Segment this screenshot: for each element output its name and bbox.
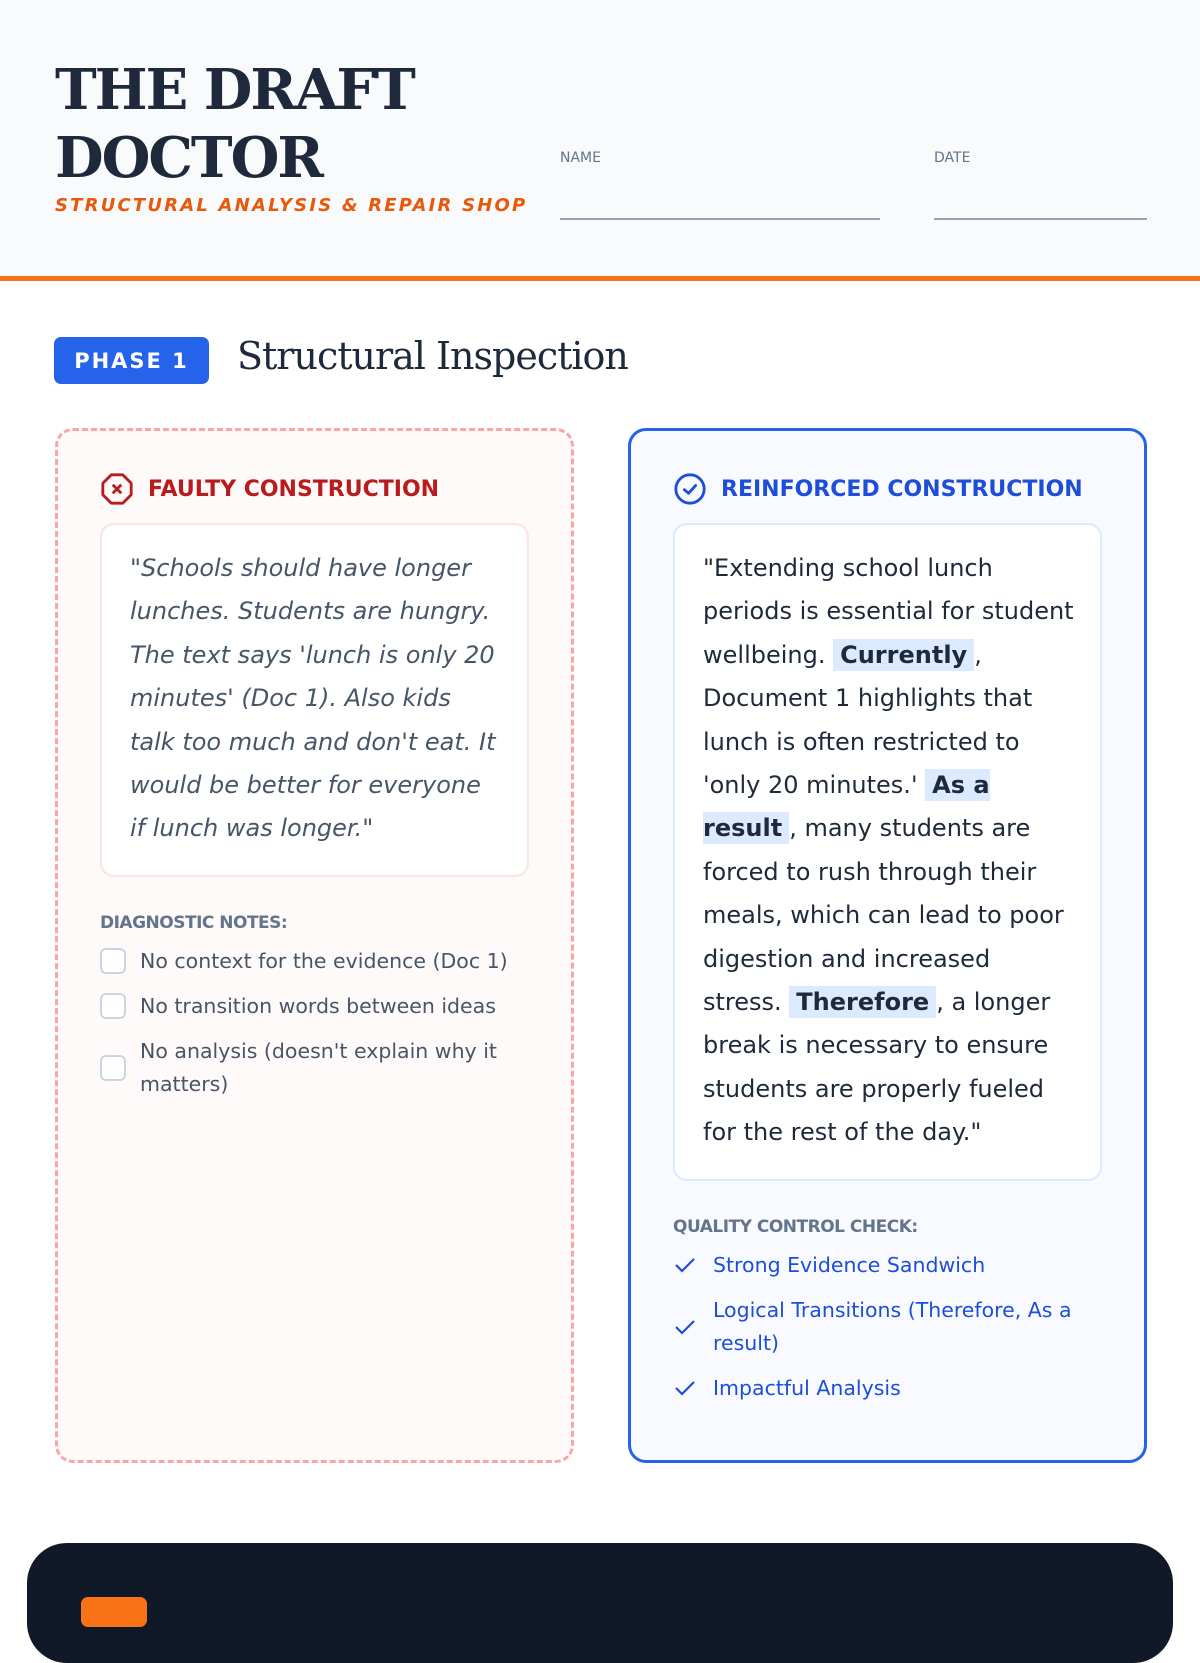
checkmark-icon: [673, 1376, 699, 1400]
transition-highlight: As a result: [703, 771, 990, 843]
date-line: [934, 218, 1147, 220]
diagnostic-note[interactable]: [100, 1035, 529, 1101]
phase-badge: PHASE 1: [54, 337, 209, 384]
reinforced-heading-text: REINFORCED CONSTRUCTION: [721, 476, 1083, 502]
quality-check-item: [673, 1294, 1102, 1360]
check-label: Logical Transitions (Therefore, As a result): [713, 1297, 1072, 1355]
name-label: NAME: [560, 150, 601, 166]
diagnostic-note[interactable]: [100, 945, 529, 978]
name-field[interactable]: [560, 150, 880, 166]
check-label: Strong Evidence Sandwich: [713, 1252, 986, 1277]
faulty-heading-text: FAULTY CONSTRUCTION: [148, 476, 440, 502]
quote-text: , a longer break is necessary to ensure students are properly fueled for the rest of the day.": [703, 988, 1051, 1147]
phase-title: Structural Inspection: [237, 334, 628, 378]
reinforced-construction-card: [628, 428, 1147, 1463]
note-label: No analysis (doesn't explain why it matters): [140, 1038, 497, 1096]
note-checkbox[interactable]: [100, 1055, 126, 1081]
name-line: [560, 218, 880, 220]
page-header: [0, 0, 1200, 281]
quote-text: , many students are forced to rush through their meals, which can lead to poor digestion and increased stress.: [703, 814, 1064, 1017]
check-label: Impactful Analysis: [713, 1375, 901, 1400]
reinforced-heading: [673, 471, 1102, 507]
page-title: [55, 56, 414, 192]
checkmark-icon: [673, 1253, 699, 1277]
faulty-construction-card: [55, 428, 574, 1463]
date-label: DATE: [934, 150, 971, 166]
quality-check-item: [673, 1249, 1102, 1282]
x-circle-icon: [100, 472, 134, 506]
quote-text: "Extending school lunch periods is essential for student wellbeing.: [703, 554, 1074, 669]
quote-text: , Document 1 highlights that lunch is often restricted to 'only 20 minutes.': [703, 640, 1033, 800]
quality-control-label: QUALITY CONTROL CHECK:: [673, 1216, 918, 1237]
diagnostic-notes-label: DIAGNOSTIC NOTES:: [100, 912, 288, 933]
title-line-2: DOCTOR: [55, 125, 322, 191]
note-checkbox[interactable]: [100, 993, 126, 1019]
next-phase-panel: [27, 1543, 1173, 1663]
note-checkbox[interactable]: [100, 948, 126, 974]
diagnostic-note[interactable]: [100, 990, 529, 1023]
faulty-heading: [100, 471, 529, 507]
date-field[interactable]: [934, 150, 1147, 166]
page-subtitle: STRUCTURAL ANALYSIS & REPAIR SHOP: [55, 195, 528, 216]
next-phase-badge: [81, 1597, 147, 1627]
transition-highlight: Therefore: [789, 986, 936, 1018]
reinforced-quote: [673, 523, 1102, 1181]
checkmark-icon: [673, 1315, 699, 1339]
note-label: No context for the evidence (Doc 1): [140, 948, 508, 973]
note-label: No transition words between ideas: [140, 993, 496, 1018]
transition-highlight: Currently: [833, 639, 974, 671]
check-circle-icon: [673, 472, 707, 506]
title-line-1: THE DRAFT: [55, 57, 414, 123]
faulty-quote: "Schools should have longer lunches. Students are hungry. The text says 'lunch is only 20 minutes' (Doc 1). Also kids talk too much and don't eat. It would be better for everyone if lunch was longer.": [100, 523, 529, 877]
quality-check-item: [673, 1372, 1102, 1405]
